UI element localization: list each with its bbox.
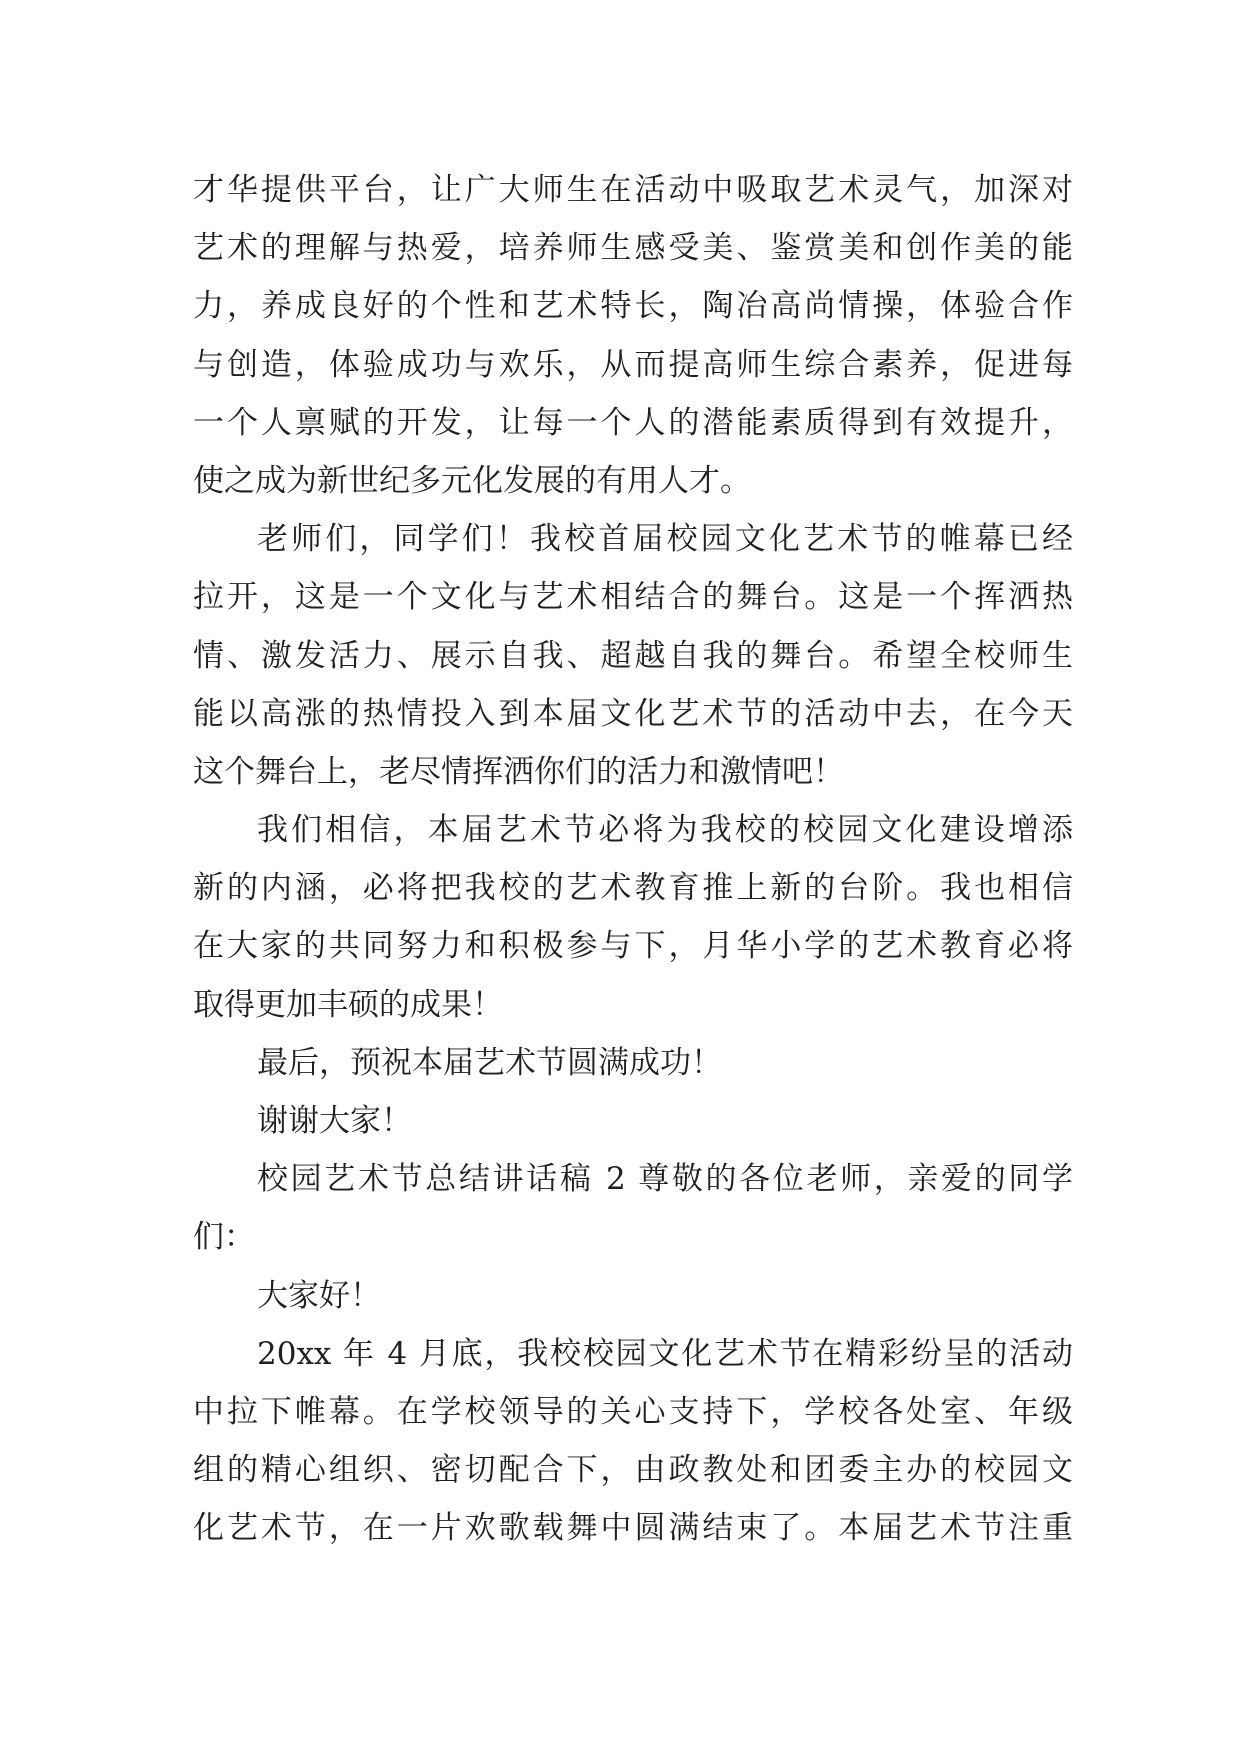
text-line: 老师们，同学们！我校首届校园文化艺术节的帷幕已经: [257, 521, 1073, 558]
text-line: 拉开，这是一个文化与艺术相结合的舞台。这是一个挥洒热: [193, 579, 1073, 616]
text-line: 组的精心组织、密切配合下，由政教处和团委主办的校园文: [193, 1452, 1073, 1489]
text-line: 化艺术节，在一片欢歌载舞中圆满结束了。本届艺术节注重: [193, 1510, 1073, 1547]
text-line: 才华提供平台，让广大师生在活动中吸取艺术灵气，加深对: [193, 172, 1073, 208]
body-text: [193, 161, 1073, 1558]
text-line: 谢谢大家！: [257, 1103, 412, 1139]
text-line: 与创造，体验成功与欢乐，从而提高师生综合素养，促进每: [193, 346, 1073, 383]
text-line: 我们相信，本届艺术节必将为我校的校园文化建设增添: [257, 812, 1073, 849]
text-line: 最后，预祝本届艺术节圆满成功！: [257, 1044, 722, 1081]
text-line: 大家好！: [257, 1277, 381, 1314]
text-line: 这个舞台上，老尽情挥洒你们的活力和激情吧！: [193, 753, 844, 790]
text-line: 能以高涨的热情投入到本届文化艺术节的活动中去，在今天: [193, 695, 1073, 732]
text-line: 情、激发活力、展示自我、超越自我的舞台。希望全校师生: [193, 637, 1073, 674]
text-line: 中拉下帷幕。在学校领导的关心支持下，学校各处室、年级: [193, 1393, 1073, 1430]
text-line: 一个人禀赋的开发，让每一个人的潜能素质得到有效提升，: [193, 404, 1073, 441]
text-line: 校园艺术节总结讲话稿 2 尊敬的各位老师，亲爱的同学: [257, 1161, 1073, 1198]
text-line: 取得更加丰硕的成果！: [193, 986, 503, 1023]
text-line: 力，养成良好的个性和艺术特长，陶冶高尚情操，体验合作: [193, 288, 1073, 325]
text-line: 艺术的理解与热爱，培养师生感受美、鉴赏美和创作美的能: [193, 230, 1073, 267]
text-line: 使之成为新世纪多元化发展的有用人才。: [193, 462, 751, 499]
text-line: 在大家的共同努力和积极参与下，月华小学的艺术教育必将: [193, 928, 1073, 965]
text-line: 新的内涵，必将把我校的艺术教育推上新的台阶。我也相信: [193, 870, 1073, 907]
text-line: 20xx 年 4 月底，我校校园文化艺术节在精彩纷呈的活动: [257, 1335, 1073, 1372]
text-line: 们：: [193, 1219, 255, 1256]
